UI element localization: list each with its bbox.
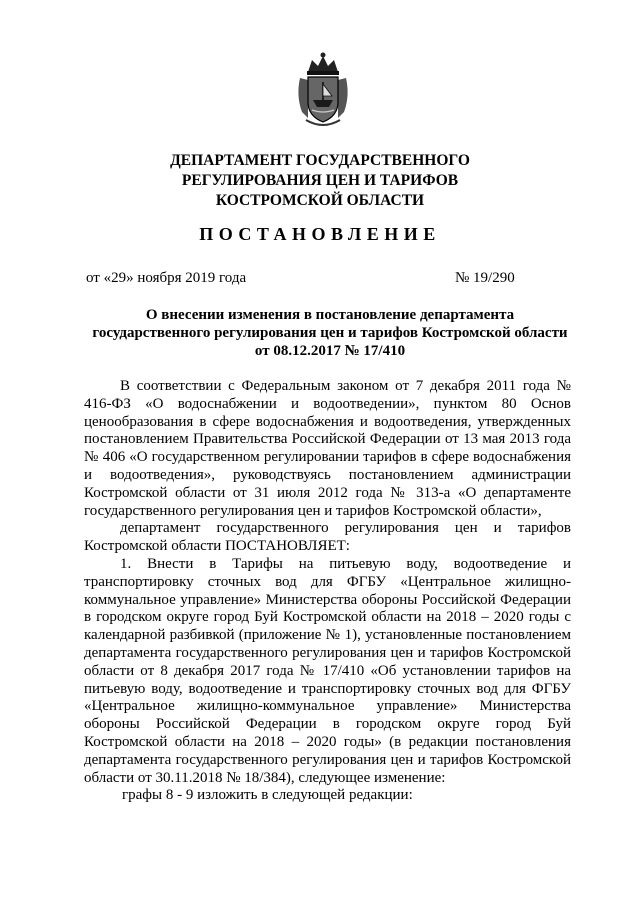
department-line: КОСТРОМСКОЙ ОБЛАСТИ xyxy=(215,192,425,209)
coat-of-arms-emblem xyxy=(294,52,352,128)
department-name xyxy=(0,151,640,211)
subject-line: О внесении изменения в постановление департамента xyxy=(145,307,515,323)
subject-line: государственного регулирования цен и тарифов Костромской области xyxy=(92,325,568,341)
department-line: ДЕПАРТАМЕНТ ГОСУДАРСТВЕННОГО xyxy=(170,152,470,169)
document-body xyxy=(84,378,571,805)
body-paragraph-columns: графы 8 - 9 изложить в следующей редакции: xyxy=(122,787,413,804)
document-subject xyxy=(80,306,580,360)
body-paragraph-resolves: департамент государственного регулирования цен и тарифов Костромской области ПОСТАНОВЛЯЕТ: xyxy=(84,520,571,555)
body-paragraph-preamble: В соответствии с Федеральным законом от 7 декабря 2011 года № 416-ФЗ «О водоснабжении и водоотведении», пунктом 80 Основ ценообразования в сфере водоснабжения и водоотведения, утвержденных постановлением Правительства Российской Федерации от 13 мая 2013 года № 406 «О государственном регулировании тарифов в сфере водоснабжения и водоотведения», руководствуясь постановлением администрации Костромской области от 31 июля 2012 года № 313-а «О департаменте государственного регулирования цен и тарифов Костромской области», xyxy=(84,378,571,519)
department-line: РЕГУЛИРОВАНИЯ ЦЕН И ТАРИФОВ xyxy=(181,172,459,189)
subject-line: от 08.12.2017 № 17/410 xyxy=(254,343,406,359)
document-number: № 19/290 xyxy=(455,270,515,286)
document-type-heading: ПОСТАНОВЛЕНИЕ xyxy=(199,224,441,244)
body-paragraph-item-1: 1. Внести в Тарифы на питьевую воду, водоотведение и транспортировку сточных вод для ФГБУ «Центральное жилищно-коммунальное управление» Министерства обороны Российской Федерации в городском округе город Буй Костромской области на 2018 – 2020 годы с календарной разбивкой (приложение № 1), установленные постановлением департамента государственного регулирования цен и тарифов Костромской области от 8 декабря 2017 года № 17/410 «Об установлении тарифов на питьевую воду, водоотведение и транспортировку сточных вод для ФГБУ «Центральное жилищно-коммунальное управление» Министерства обороны Российской Федерации в городском округе город Буй Костромской области на 2018 – 2020 годы» (в редакции постановления департамента государственного регулирования цен и тарифов Костромской области от 30.11.2018 № 18/384), следующее изменение: xyxy=(84,555,571,786)
document-date: от «29» ноября 2019 года xyxy=(86,270,247,286)
